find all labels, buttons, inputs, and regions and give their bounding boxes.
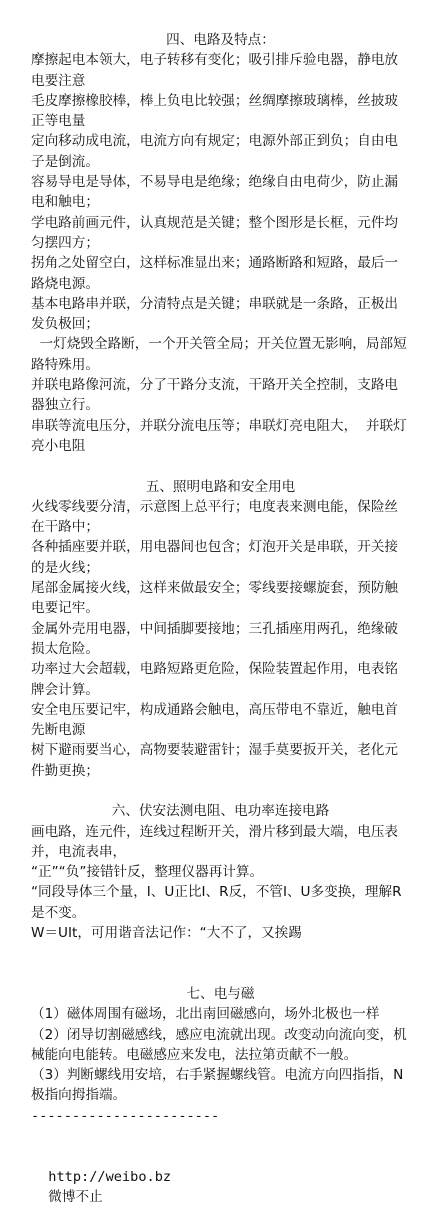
spacer: [31, 1126, 410, 1146]
text-line: （2）闭导切割磁感线，感应电流就出现。改变动向流向变，机械能向电能转。电磁感应来发电，法拉第贡献不一般。: [31, 1026, 407, 1063]
text-line: 功率过大会超载，电路短路更危险，保险装置起作用，电表铭牌会计算。: [31, 661, 399, 698]
text-line: 摩擦起电本领大，电子转移有变化；吸引排斥验电器，静电放电要注意: [31, 52, 399, 89]
text-line: “正”“负”接错针反，整理仪器再计算。: [31, 864, 264, 881]
text-line: 金属外壳用电器，中间插脚要接地；三孔插座用两孔，绝缘破损太危险。: [31, 620, 399, 657]
footer-url-link[interactable]: http://weibo.bz: [48, 1168, 172, 1185]
text-line: 树下避雨要当心，高物要装避雷针；湿手莫要扳开关，老化元件勤更换；: [31, 742, 399, 779]
text-line: 画电路，连元件，连线过程断开关，滑片移到最大端，电压表并，电流表串，: [31, 823, 399, 860]
spacer: [31, 456, 410, 476]
text-line: 并联电路像河流，分了干路分支流，干路开关全控制，支路电器独立行。: [31, 377, 399, 414]
text-line: 安全电压要记牢，构成通路会触电，高压带电不靠近，触电首先断电源: [31, 701, 399, 739]
section-7-body: [31, 1004, 410, 1105]
text-line: （3）判断螺线用安培，右手紧握螺线管。电流方向四指指，N极指向拇指端。: [31, 1067, 404, 1104]
section-4-body: [31, 50, 410, 456]
spacer: [31, 943, 410, 984]
footer-label: 微博不止: [48, 1188, 103, 1205]
text-line: 定向移动成电流，电流方向有规定；电源外部正到负；自由电子是倒流。: [31, 133, 399, 170]
text-line: 各种插座要并联，用电器间也包含；灯泡开关是串联，开关接的是火线；: [31, 539, 399, 576]
text-line: 拐角之处留空白，这样标准显出来；通路断路和短路，最后一路烧电源。: [31, 255, 399, 292]
text-line: 学电路前画元件，认真规范是关键；整个图形是长框，元件均匀摆四方；: [31, 214, 399, 251]
footer-rule: -----------------------: [31, 1107, 220, 1124]
text-line: W＝UIt，可用谐音法记作：“大不了，又挨踢: [31, 925, 302, 942]
section-7-title: 七、电与磁: [186, 985, 255, 1002]
text-line: 串联等流电压分，并联分流电压等；串联灯亮电阻大， 并联灯亮小电阻: [31, 417, 407, 454]
text-line: 一灯烧毁全路断，一个开关管全局；开关位置无影响，局部短路特殊用。: [31, 336, 407, 373]
text-line: 尾部金属接火线，这样来做最安全；零线要接螺旋套，预防触电要记牢。: [31, 580, 399, 617]
text-line: 火线零线要分清，示意图上总平行；电度表来测电能，保险丝在干路中；: [31, 498, 399, 536]
footer-source: [31, 1146, 410, 1227]
section-6-body: [31, 822, 410, 944]
text-line: （1）磁体周围有磁场，北出南回磁感向，场外北极也一样: [31, 1006, 380, 1023]
section-5-title: 五、照明电路和安全用电: [145, 478, 296, 495]
text-line: 容易导电是导体，不易导电是绝缘；绝缘自由电荷少，防止漏电和触电；: [31, 174, 399, 211]
section-4-title: 四、电路及特点：: [166, 32, 275, 48]
section-6-title: 六、伏安法测电阻、电功率连接电路: [111, 803, 330, 820]
spacer: [31, 781, 410, 801]
section-5-body: [31, 497, 410, 781]
text-line: 毛皮摩擦橡胶棒，棒上负电比较强；丝绸摩擦玻璃棒，丝披玻正等电量: [31, 92, 399, 130]
text-line: “同段导体三个量，I、U正比I、R反，不管I、U多变换，理解R是不变。: [31, 884, 402, 921]
text-line: 基本电路串并联，分清特点是关键；串联就是一条路，正极出发负极回；: [31, 295, 399, 333]
